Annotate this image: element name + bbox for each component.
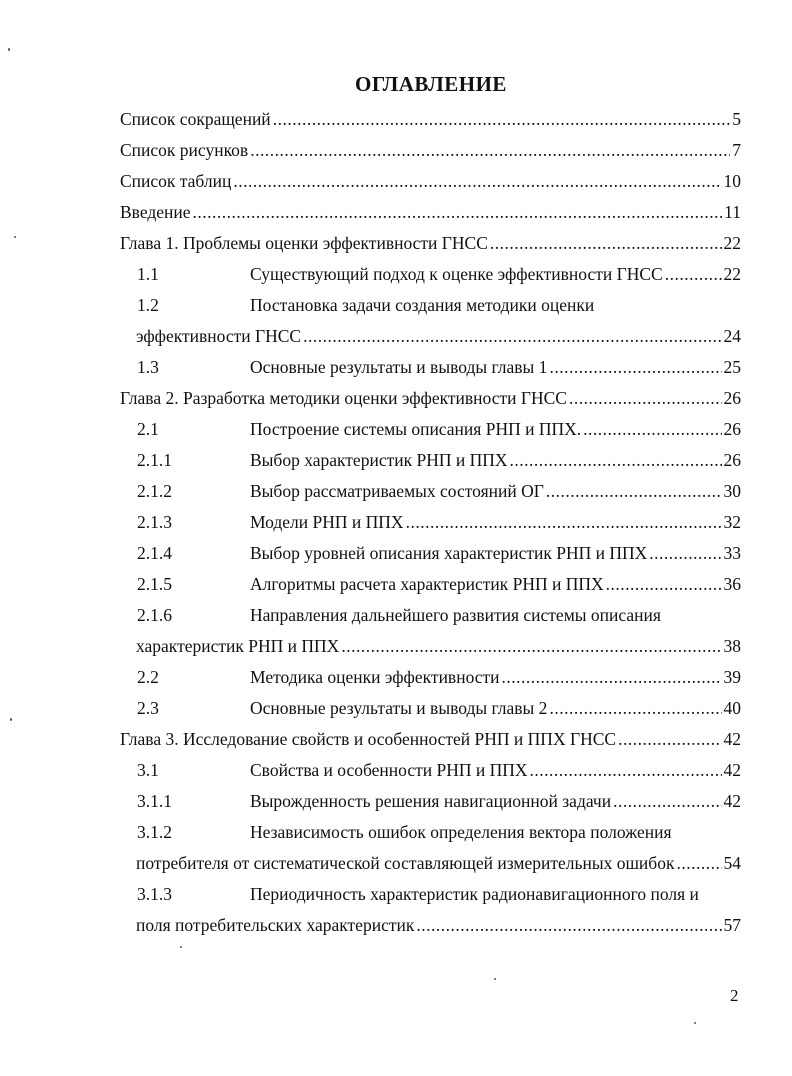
toc-entry[interactable] xyxy=(0,383,792,414)
toc-entry-number: 3.1.3 xyxy=(137,884,172,904)
toc-entry[interactable] xyxy=(0,197,792,228)
toc-entry-page: 26 xyxy=(723,419,741,439)
toc-entry-number: 2.3 xyxy=(137,698,159,718)
dot-leader xyxy=(273,104,731,135)
dot-leader xyxy=(606,569,722,600)
dot-leader xyxy=(341,631,721,662)
table-of-contents xyxy=(0,104,792,941)
toc-entry-text: Основные результаты и выводы главы 1 xyxy=(250,357,548,377)
toc-entry[interactable] xyxy=(0,414,792,445)
dot-leader xyxy=(549,693,721,724)
toc-entry-number: 2.1 xyxy=(137,419,159,439)
toc-entry-text: Существующий подход к оценке эффективности ГНСС xyxy=(250,264,663,284)
toc-entry-number: 1.1 xyxy=(137,264,159,284)
toc-entry-text: Свойства и особенности РНП и ППХ xyxy=(250,760,528,780)
dot-leader xyxy=(583,414,721,445)
toc-entry-number: 3.1.1 xyxy=(137,791,172,811)
toc-entry-page: 25 xyxy=(723,357,741,377)
toc-entry-text: Независимость ошибок определения вектора положения xyxy=(250,822,672,842)
toc-entry-text: Построение системы описания РНП и ППХ. xyxy=(250,419,582,439)
toc-entry-page: 10 xyxy=(723,171,741,191)
toc-entry[interactable] xyxy=(0,879,792,910)
toc-entry-page: 42 xyxy=(723,791,741,811)
toc-entry-text-cont: потребителя от систематической составляющей измерительных ошибок xyxy=(136,853,675,873)
toc-entry[interactable] xyxy=(0,228,792,259)
dot-leader xyxy=(193,197,723,228)
toc-entry-number: 2.2 xyxy=(137,667,159,687)
toc-entry-text: Выбор рассматриваемых состояний ОГ xyxy=(250,481,544,501)
toc-entry-page: 38 xyxy=(723,636,741,656)
toc-entry[interactable] xyxy=(0,104,792,135)
toc-entry-text-cont: характеристик РНП и ППХ xyxy=(136,636,340,656)
toc-entry-number: 2.1.2 xyxy=(137,481,172,501)
toc-entry[interactable] xyxy=(0,724,792,755)
dot-leader xyxy=(502,662,722,693)
dot-leader xyxy=(303,321,721,352)
toc-entry-page: 39 xyxy=(723,667,741,687)
dot-leader xyxy=(406,507,722,538)
toc-entry-text: Постановка задачи создания методики оценки xyxy=(250,295,595,315)
toc-entry-text: Периодичность характеристик радионавигационного поля и xyxy=(250,884,699,904)
dot-leader xyxy=(549,352,721,383)
toc-entry-continuation[interactable] xyxy=(0,910,792,941)
toc-entry-page: 33 xyxy=(723,543,741,563)
toc-entry-page: 22 xyxy=(723,233,741,253)
toc-entry-text: Направления дальнейшего развития системы описания xyxy=(250,605,661,625)
dot-leader xyxy=(233,166,721,197)
toc-entry[interactable] xyxy=(0,786,792,817)
toc-entry-number: 3.1.2 xyxy=(137,822,172,842)
toc-entry-number: 2.1.1 xyxy=(137,450,172,470)
toc-entry-text: Глава 1. Проблемы оценки эффективности ГНСС xyxy=(120,233,488,253)
toc-entry-page: 11 xyxy=(724,202,741,222)
toc-entry[interactable] xyxy=(0,259,792,290)
toc-entry-text: Глава 2. Разработка методики оценки эффективности ГНСС xyxy=(120,388,567,408)
page-title: ОГЛАВЛЕНИЕ xyxy=(355,72,507,96)
toc-entry-number: 2.1.6 xyxy=(137,605,172,625)
toc-entry[interactable] xyxy=(0,755,792,786)
scan-speck xyxy=(8,48,10,51)
toc-entry-number: 3.1 xyxy=(137,760,159,780)
dot-leader xyxy=(416,910,721,941)
toc-entry-page: 5 xyxy=(732,109,741,129)
toc-entry[interactable] xyxy=(0,817,792,848)
toc-entry[interactable] xyxy=(0,693,792,724)
dot-leader xyxy=(649,538,721,569)
toc-entry-text-cont: поля потребительских характеристик xyxy=(136,915,415,935)
toc-entry-text: Алгоритмы расчета характеристик РНП и ППХ xyxy=(250,574,604,594)
toc-entry-text: Глава 3. Исследование свойств и особенностей РНП и ППХ ГНСС xyxy=(120,729,617,749)
dot-leader xyxy=(490,228,722,259)
scan-speck xyxy=(14,236,16,238)
scan-speck xyxy=(494,978,496,980)
scan-speck xyxy=(10,718,12,721)
toc-entry-number: 2.1.5 xyxy=(137,574,172,594)
toc-entry[interactable] xyxy=(0,507,792,538)
toc-entry-continuation[interactable] xyxy=(0,631,792,662)
toc-entry-text: Список таблиц xyxy=(120,171,232,191)
toc-entry-text: Методика оценки эффективности xyxy=(250,667,500,687)
toc-entry-text: Выбор характеристик РНП и ППХ xyxy=(250,450,508,470)
toc-entry-page: 36 xyxy=(723,574,741,594)
dot-leader xyxy=(569,383,722,414)
toc-entry-number: 1.3 xyxy=(137,357,159,377)
toc-entry-text: Основные результаты и выводы главы 2 xyxy=(250,698,548,718)
toc-entry-page: 57 xyxy=(723,915,741,935)
toc-entry-number: 1.2 xyxy=(137,295,159,315)
toc-entry-page: 32 xyxy=(723,512,741,532)
toc-entry[interactable] xyxy=(0,600,792,631)
toc-entry[interactable] xyxy=(0,290,792,321)
dot-leader xyxy=(618,724,721,755)
toc-entry-text: Модели РНП и ППХ xyxy=(250,512,404,532)
dot-leader xyxy=(676,848,721,879)
dot-leader xyxy=(665,259,722,290)
toc-entry-continuation[interactable] xyxy=(0,321,792,352)
toc-entry-page: 40 xyxy=(723,698,741,718)
dot-leader xyxy=(530,755,722,786)
toc-entry-page: 26 xyxy=(723,450,741,470)
toc-entry-text: Список сокращений xyxy=(120,109,271,129)
toc-entry-text: Список рисунков xyxy=(120,140,249,160)
toc-entry-text: Введение xyxy=(120,202,191,222)
dot-leader xyxy=(510,445,722,476)
toc-entry[interactable] xyxy=(0,538,792,569)
toc-entry-page: 26 xyxy=(723,388,741,408)
toc-entry-text-cont: эффективности ГНСС xyxy=(136,326,302,346)
scan-speck xyxy=(180,946,182,948)
toc-entry-page: 22 xyxy=(723,264,741,284)
toc-entry[interactable] xyxy=(0,569,792,600)
dot-leader xyxy=(250,135,730,166)
toc-entry[interactable] xyxy=(0,166,792,197)
toc-entry[interactable] xyxy=(0,476,792,507)
page-number: 2 xyxy=(730,986,739,1005)
toc-entry-text: Выбор уровней описания характеристик РНП и ППХ xyxy=(250,543,648,563)
toc-entry-page: 30 xyxy=(723,481,741,501)
dot-leader xyxy=(613,786,721,817)
toc-entry-number: 2.1.4 xyxy=(137,543,172,563)
toc-entry-page: 7 xyxy=(732,140,741,160)
toc-entry-page: 54 xyxy=(723,853,741,873)
toc-entry[interactable] xyxy=(0,662,792,693)
toc-entry-text: Вырожденность решения навигационной задачи xyxy=(250,791,612,811)
toc-entry-page: 24 xyxy=(723,326,741,346)
toc-entry[interactable] xyxy=(0,445,792,476)
scan-speck xyxy=(694,1022,696,1024)
toc-entry-page: 42 xyxy=(723,760,741,780)
toc-entry[interactable] xyxy=(0,135,792,166)
dot-leader xyxy=(546,476,722,507)
toc-entry-continuation[interactable] xyxy=(0,848,792,879)
toc-entry-page: 42 xyxy=(723,729,741,749)
toc-entry-number: 2.1.3 xyxy=(137,512,172,532)
toc-entry[interactable] xyxy=(0,352,792,383)
